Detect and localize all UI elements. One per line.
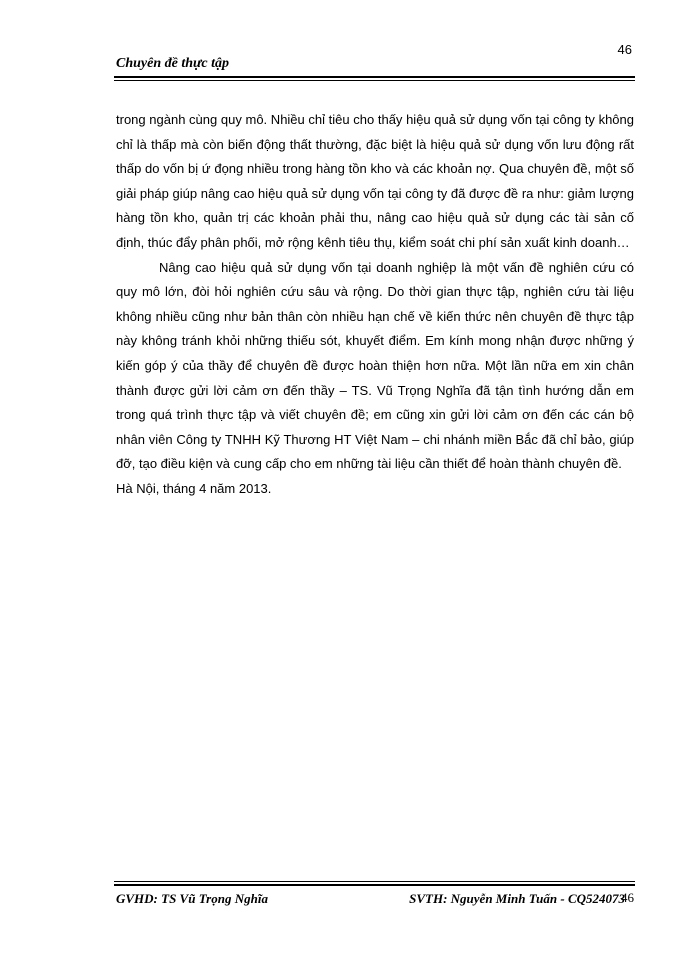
footer-divider	[114, 881, 635, 886]
footer-student	[409, 891, 634, 907]
signoff-date: Hà Nội, tháng 4 năm 2013.	[116, 480, 272, 496]
header-title: Chuyên đề thực tập	[116, 56, 230, 71]
paragraph-acknowledgement: Nâng cao hiệu quả sử dụng vốn tại doanh nghiệp là một vấn đề nghiên cứu có quy mô lớn, đòi hỏi nghiên cứu sâu và rộng. Do thời gian thực tập, nghiên cứu tài liệu không nhiều cũng như bản thân còn nhiều hạn chế về kiến thức nên chuyên đề thực tập này không tránh khỏi những thiếu sót, khuyết điểm. Em kính mong nhận được những ý kiến góp ý của thầy để chuyên đề được hoàn thiện hơn nữa. Một lần nữa em xin chân thành được gửi lời cảm ơn đến thầy – TS. Vũ Trọng Nghĩa đã tận tình hướng dẫn em trong quá trình thực tập và viết chuyên đề; em cũng xin gửi lời cảm ơn đến các cán bộ nhân viên Công ty TNHH Kỹ Thương HT Việt Nam – chi nhánh miền Bắc đã chỉ bảo, giúp đỡ, tạo điều kiện và cung cấp cho em những tài liệu cần thiết để hoàn thành chuyên đề.	[116, 259, 634, 472]
header-divider	[114, 76, 635, 81]
footer-page-number: 46	[621, 890, 634, 905]
header-page-number: 46	[617, 42, 632, 57]
body-content	[116, 108, 634, 502]
footer-student-label: SVTH: Nguyễn Minh Tuấn - CQ524073	[409, 891, 625, 906]
footer-supervisor: GVHD: TS Vũ Trọng Nghĩa	[116, 891, 268, 906]
paragraph-conclusion: trong ngành cùng quy mô. Nhiều chỉ tiêu cho thấy hiệu quả sử dụng vốn tại công ty không chỉ là thấp mà còn biến động thất thường, đặc biệt là hiệu quả sử dụng vốn lưu động rất thấp do vốn bị ứ đọng nhiều trong hàng tồn kho và các khoản nợ. Qua chuyên đề, một số giải pháp giúp nâng cao hiệu quả sử dụng vốn tại công ty đã được đề ra như: giảm lượng hàng tồn kho, quản trị các khoản phải thu, nâng cao hiệu quả sử dụng các tài sản cố định, thúc đẩy phân phối, mở rộng kênh tiêu thụ, kiểm soát chi phí sản xuất kinh doanh…	[116, 112, 634, 250]
